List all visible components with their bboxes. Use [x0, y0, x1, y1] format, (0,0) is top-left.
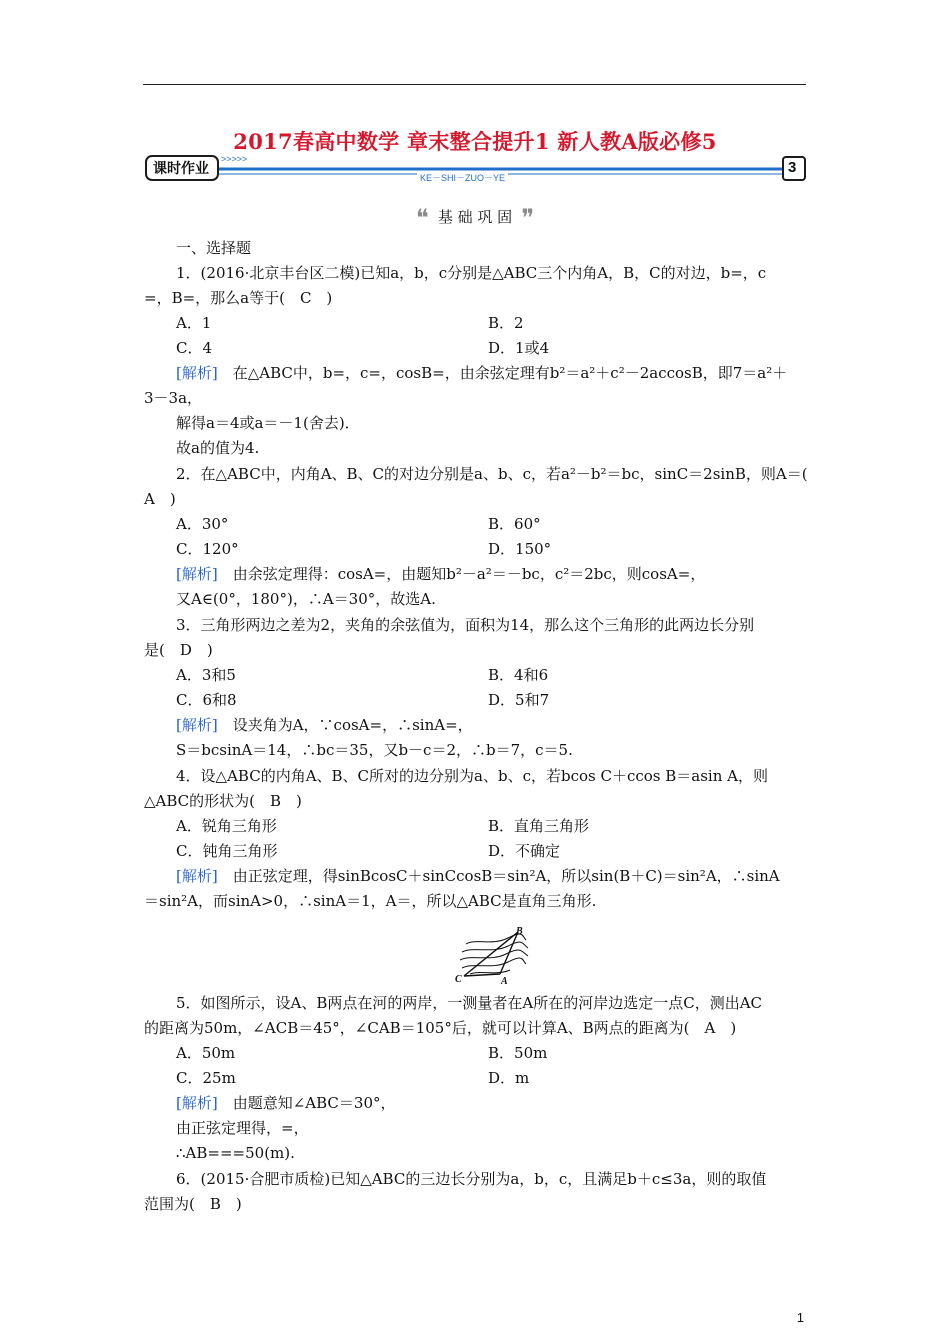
q4-line2: △ABC的形状为( B ): [144, 792, 302, 810]
right-quote-icon: ❞: [521, 204, 535, 232]
q5-line1: 5．如图所示，设A、B两点在河的两岸，一测量者在A所在的河岸边选定一点C，测出AC: [176, 994, 763, 1012]
q4-option-a: A．锐角三角形: [176, 817, 277, 835]
part-title: 一、选择题: [176, 239, 252, 257]
q2-option-a: A．30°: [176, 515, 229, 533]
left-quote-icon: ❝: [415, 204, 429, 232]
homework-banner: [143, 154, 808, 184]
q1-explanation-4: 故a的值为4.: [176, 439, 260, 457]
q3-explanation-1: [解析] 设夹角为A，∵cosA=，∴sinA=，: [176, 716, 473, 734]
q6-line2: 范围为( B ): [144, 1195, 242, 1213]
section-heading: [0, 204, 950, 232]
section-title: 基 础 巩 固: [437, 208, 513, 226]
q3-option-a: A．3和5: [176, 666, 236, 684]
analysis-tag: [解析]: [176, 716, 218, 734]
q5-option-a: A．50m: [176, 1044, 236, 1062]
q2-line2: A ): [144, 490, 176, 508]
q1-option-a: A．1: [176, 314, 212, 332]
analysis-tag: [解析]: [176, 867, 218, 885]
q4-explanation-2: ＝sin²A，而sinA>0，∴sinA＝1，A＝，所以△ABC是直角三角形.: [144, 892, 597, 910]
q1-line2: =，B=，那么a等于( C ): [144, 289, 333, 307]
q2-line1: 2．在△ABC中，内角A、B、C的对边分别是a、b、c，若a²－b²＝bc，sinC＝2sinB，则A＝(: [176, 465, 808, 483]
q1-explanation-1: [解析] 在△ABC中，b=，c=，cosB=，由余弦定理有b²＝a²＋c²－2accosB，即7＝a²＋: [176, 364, 788, 382]
label-b: B: [516, 926, 523, 937]
river-diagram: [452, 924, 532, 986]
banner-label: 课时作业: [153, 160, 209, 176]
q5-option-d: D．m: [488, 1069, 530, 1087]
q2-option-c: C．120°: [176, 540, 239, 558]
label-a: A: [501, 976, 508, 986]
q5-line2: 的距离为50m，∠ACB＝45°，∠CAB＝105°后，就可以计算A、B两点的距离为( A ): [144, 1019, 737, 1037]
q3-line1: 3．三角形两边之差为2，夹角的余弦值为，面积为14，那么这个三角形的此两边长分别: [176, 616, 755, 634]
banner-number: 3: [788, 159, 797, 176]
q4-option-d: D．不确定: [488, 842, 561, 860]
q3-option-b: B．4和6: [488, 666, 549, 684]
label-c: C: [455, 974, 462, 985]
q6-line1: 6．(2015·合肥市质检)已知△ABC的三边长分别为a，b，c，且满足b＋c≤3a，则的取值: [176, 1170, 767, 1188]
q5-explanation-2: 由正弦定理得，=，: [176, 1119, 309, 1137]
q2-explanation-2: 又A∈(0°，180°)，∴A＝30°，故选A.: [176, 590, 436, 608]
analysis-tag: [解析]: [176, 565, 218, 583]
analysis-tag: [解析]: [176, 364, 218, 382]
q2-explanation-1: [解析] 由余弦定理得：cosA=，由题知b²－a²＝－bc，c²＝2bc，则cosA=，: [176, 565, 706, 583]
q3-option-d: D．5和7: [488, 691, 550, 709]
q5-explanation-1: [解析] 由题意知∠ABC＝30°，: [176, 1094, 396, 1112]
q1-option-d: D．1或4: [488, 339, 550, 357]
q3-option-c: C．6和8: [176, 691, 237, 709]
q5-option-c: C．25m: [176, 1069, 236, 1087]
q4-option-c: C．钝角三角形: [176, 842, 278, 860]
document-title: 2017春高中数学 章末整合提升1 新人教A版必修5: [233, 129, 717, 154]
q3-explanation-2: S＝bcsinA＝14，∴bc＝35，又b－c＝2，∴b＝7，c＝5.: [176, 741, 573, 759]
page-number: 1: [796, 1310, 804, 1325]
q5-explanation-3: ∴AB===50(m).: [176, 1144, 295, 1162]
q2-option-d: D．150°: [488, 540, 552, 558]
q1-option-b: B．2: [488, 314, 524, 332]
q3-line2: 是( D ): [144, 641, 213, 659]
q5-option-b: B．50m: [488, 1044, 548, 1062]
q4-option-b: B．直角三角形: [488, 817, 590, 835]
header-rule: [143, 84, 806, 85]
q1-line1: 1．(2016·北京丰台区二模)已知a，b，c分别是△ABC三个内角A，B，C的对边，b=，c: [176, 264, 767, 282]
q1-explanation-3: 解得a＝4或a＝－1(舍去)．: [176, 414, 360, 432]
q4-line1: 4．设△ABC的内角A、B、C所对的边分别为a、b、c，若bcos C＋ccos B＝asin A，则: [176, 767, 768, 785]
banner-pinyin: KE－SHI－ZUO－YE: [417, 171, 508, 184]
banner-arrows: >>>>>: [221, 154, 248, 164]
q2-option-b: B．60°: [488, 515, 541, 533]
q1-option-c: C．4: [176, 339, 213, 357]
q1-explanation-2: 3－3a，: [144, 389, 203, 407]
q4-explanation-1: [解析] 由正弦定理，得sinBcosC＋sinCcosB＝sin²A，所以sin(B＋C)＝sin²A，∴sinA: [176, 867, 780, 885]
analysis-tag: [解析]: [176, 1094, 218, 1112]
